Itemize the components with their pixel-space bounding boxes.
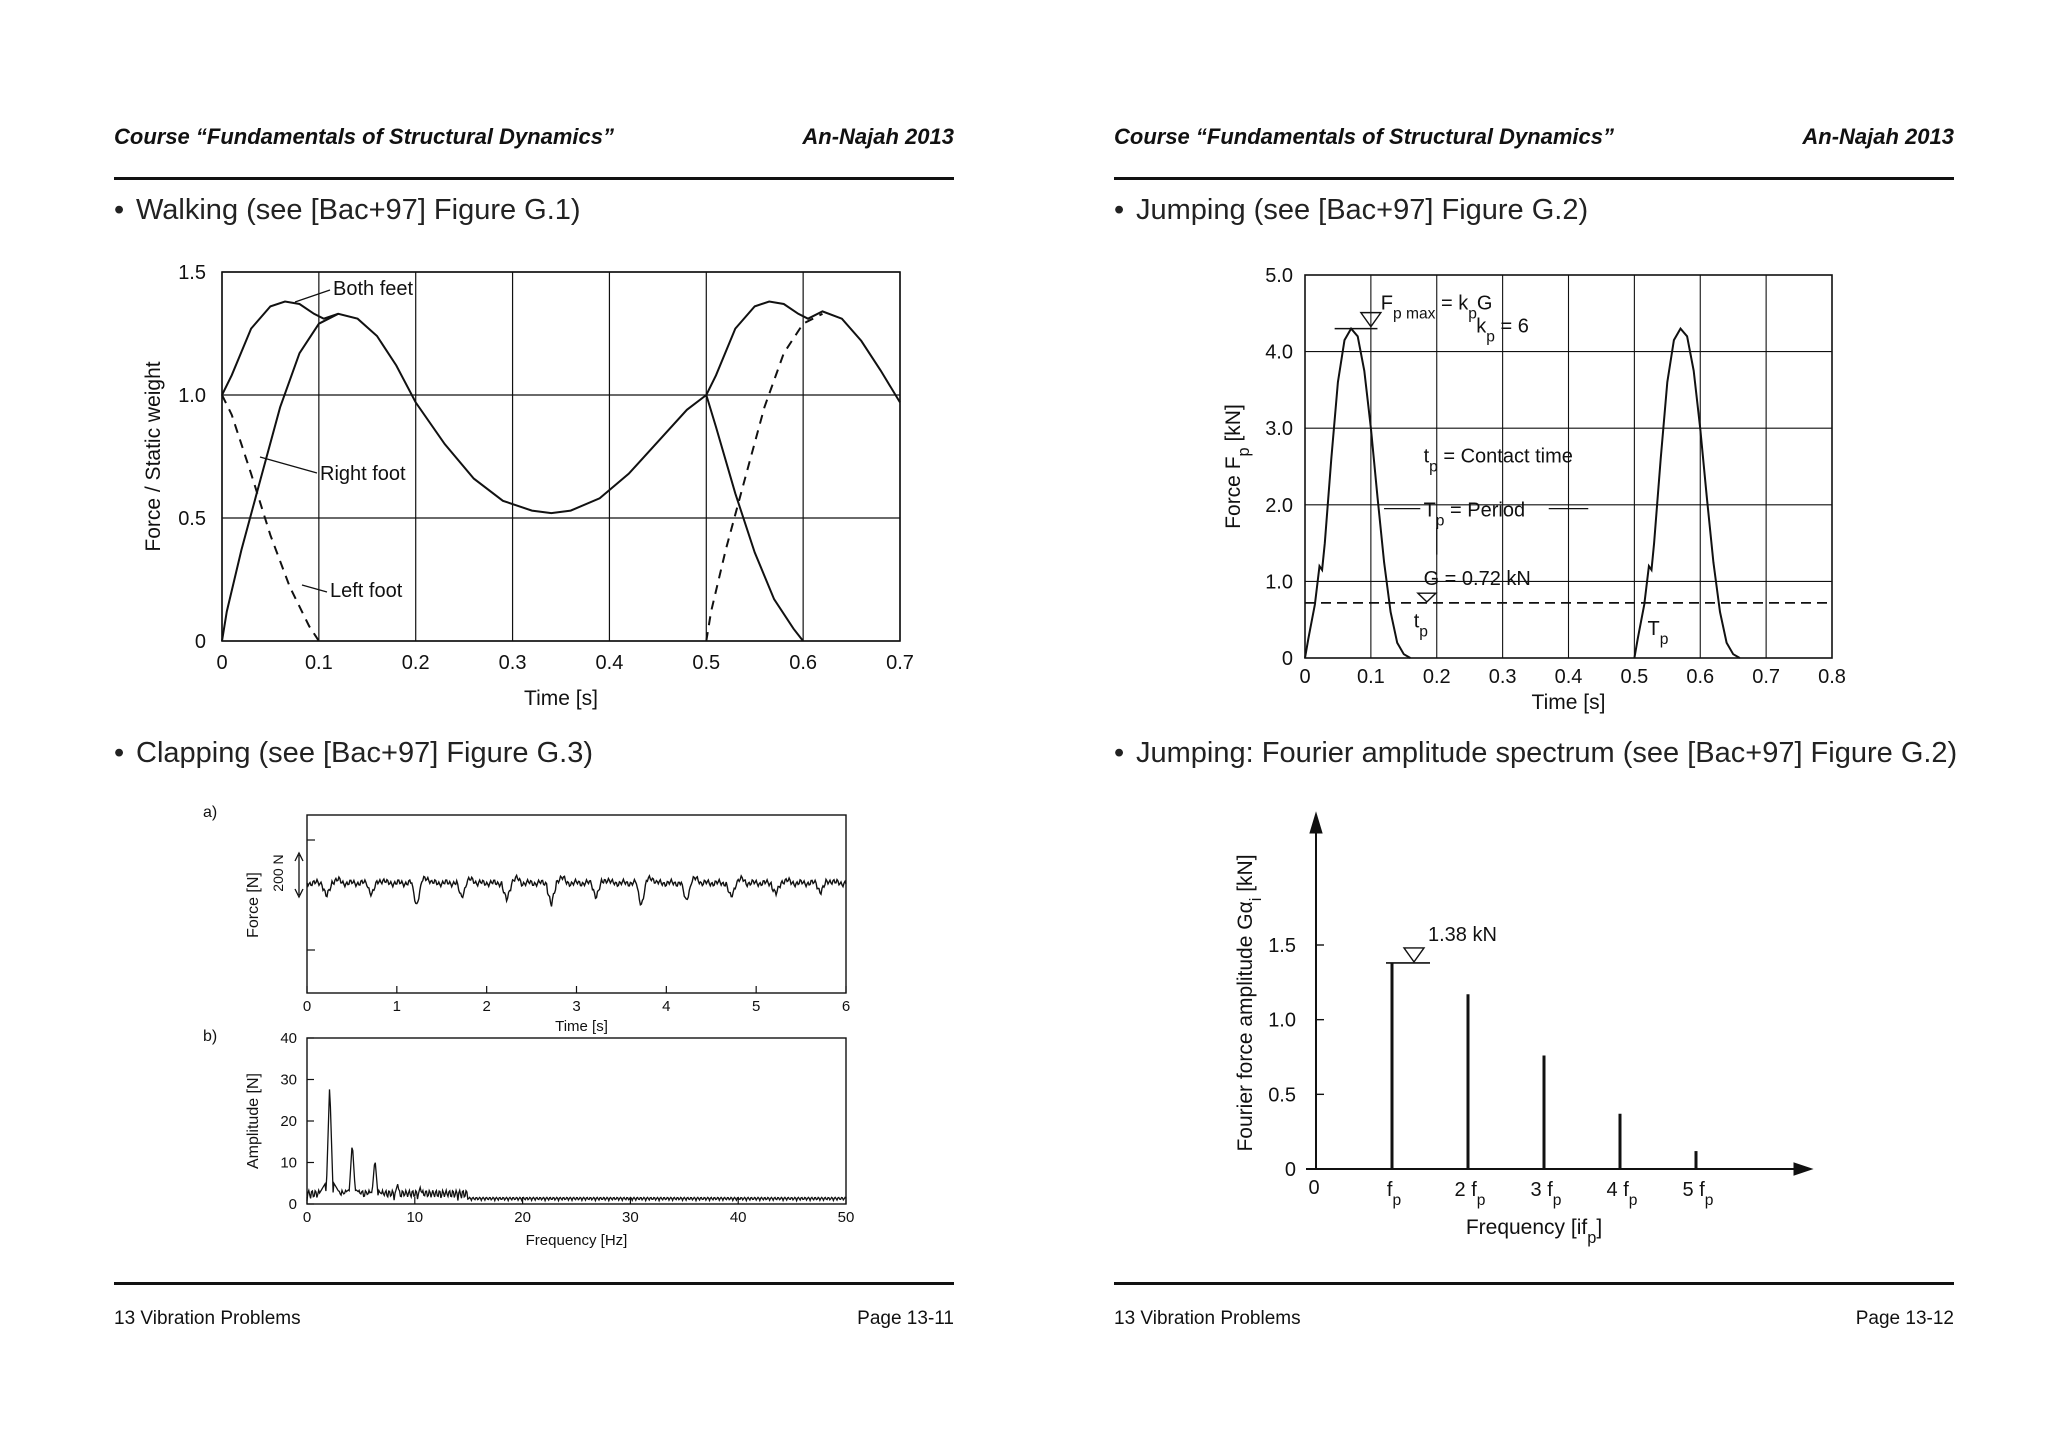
x-tick-label: 0.8 [1818,666,1846,688]
y-tick-label: 10 [280,1154,297,1172]
jumping-bullet-text: Jumping (see [Bac+97] Figure G.2) [1136,194,1589,226]
x-axis-label: Time [s] [555,1018,608,1035]
x-tick-label: 2 $f_p$ [1454,1179,1486,1209]
x-tick-label: 0 [302,1209,312,1226]
x-tick-label: 5 [751,998,761,1015]
x-tick-label: 10 [406,1209,424,1226]
spectrum-trace-line [307,1089,846,1200]
bullet-dot: • [1114,194,1125,226]
annotation-period: $T_p$ = Period [1423,499,1526,529]
x-tick-label: 30 [622,1209,639,1226]
y-tick-label: 0.5 [178,508,206,530]
jumping-chart [1210,255,1880,725]
jumping-bullet [1114,194,1588,227]
y-tick-label: 1.5 [178,262,206,284]
y-tick-label: 0 [1284,1159,1296,1181]
y-axis-label: Force / Static weight [142,361,165,552]
x-tick-label: $f_p$ [1386,1179,1402,1209]
annotation-contact-time: $t_p$ = Contact time [1423,445,1573,476]
x-tick-label: 0.5 [1620,666,1649,688]
annotation-right-foot: Right foot [320,463,406,485]
x-tick-label: 0 [302,998,312,1015]
bullet-dot: • [1114,737,1125,769]
annotation-fpmax: $F_{p max} = k_pG$ [1380,292,1493,322]
x-tick-label: 0 [216,652,228,674]
peak-marker-icon [1404,948,1424,962]
university-year: An-Najah 2013 [802,124,954,149]
x-tick-label: 6 [841,998,851,1015]
y-axis-label: Fourier force amplitude $G\alpha_i$ [kN] [1234,854,1265,1152]
panel-label-a: a) [203,804,218,821]
x-tick-label: 50 [837,1209,855,1226]
page-header [1114,124,1954,156]
x-tick-label: 0.1 [1356,666,1385,688]
leader-line [302,585,327,592]
x-axis-label: Time [s] [524,687,598,710]
y-tick-label: 1.0 [178,385,206,407]
footer-rule [114,1282,954,1285]
x-tick-label: 0 [1299,666,1311,688]
panel-label-b: b) [203,1028,218,1045]
university-year: An-Najah 2013 [1802,124,1954,149]
y-axis-label: Force $F_p$ [kN] [1222,404,1253,529]
x-tick-label: 5 $f_p$ [1682,1179,1714,1209]
annotation-both-feet: Both feet [333,278,414,300]
clapping-bullet-text: Clapping (see [Bac+97] Figure G.3) [136,737,593,769]
y-tick-label: 5.0 [1265,265,1293,287]
course-title: Course “Fundamentals of Structural Dynamics” [114,124,614,149]
scale-label: 200 N [270,854,286,892]
leader-line [295,290,330,302]
y-tick-label: 0 [1281,648,1293,670]
y-tick-label: 4.0 [1265,341,1293,364]
x-tick-label: 0.7 [886,652,914,674]
spectrum-bullet [1114,737,1957,770]
annotation-Tp: $T_p$ [1647,618,1669,648]
plot-frame [307,1038,846,1204]
clapping-bullet [114,737,593,770]
x-tick-label: 0.6 [1686,666,1715,688]
x-tick-label: 20 [514,1209,531,1226]
x-tick-label: 3 $f_p$ [1530,1179,1562,1209]
y-tick-label: 0.5 [1268,1084,1296,1107]
y-tick-label: 2.0 [1265,494,1293,517]
y-tick-label: 1.5 [1268,935,1296,957]
annotation-kp: $k_p = 6$ [1476,315,1529,345]
x-tick-label: 0.1 [304,652,333,674]
y-tick-label: 1.0 [1265,571,1293,594]
x-axis-label: Frequency $[if_p]$ [1465,1216,1603,1247]
walking-bullet-text: Walking (see [Bac+97] Figure G.1) [136,194,581,226]
x-tick-label: 0.3 [1488,666,1517,688]
x-tick-label: 0.5 [692,652,721,674]
annotation-g: G = 0.72 kN [1423,568,1531,591]
y-axis-label: Force [N] [245,872,262,938]
page-number: Page 13-11 [857,1308,954,1329]
x-tick-label: 0.4 [595,652,624,674]
bullet-dot: • [114,737,125,769]
jumping-spectrum-chart [1230,795,1880,1265]
y-axis-label: Amplitude [N] [245,1072,262,1170]
x-tick-label: 0.2 [401,652,430,674]
x-axis-arrow-icon [1794,1163,1812,1175]
x-tick-label: 4 [662,998,671,1015]
bullet-dot: • [114,194,125,226]
x-tick-label: 2 [482,998,491,1015]
y-tick-label: 0 [194,631,206,653]
plot-frame [307,815,846,993]
header-rule [114,177,954,180]
x-axis-label: Time [s] [1531,691,1606,714]
force-pulse-line [1305,329,1410,658]
y-tick-label: 30 [280,1071,297,1089]
annotation-left-foot: Left foot [330,580,403,602]
y-tick-label: 1.0 [1268,1009,1296,1032]
x-tick-label: 0.7 [1752,666,1781,688]
weight-marker-icon [1418,593,1436,602]
y-tick-label: 3.0 [1265,418,1293,441]
x-tick-label: 40 [729,1209,747,1226]
annotation-tp: $t_p$ [1413,610,1428,640]
y-tick-label: 0 [288,1196,297,1213]
chapter-label: 13 Vibration Problems [114,1308,301,1329]
x-tick-label: 4 $f_p$ [1606,1179,1638,1209]
walking-bullet [114,194,581,227]
y-tick-label: 40 [280,1030,297,1047]
annotation-peak-value: 1.38 kN [1428,923,1497,946]
x-tick-label: 0.3 [498,652,527,674]
clapping-chart [190,795,880,1265]
chapter-label: 13 Vibration Problems [1114,1308,1301,1329]
page-number: Page 13-12 [1855,1308,1954,1329]
header-rule [1114,177,1954,180]
force-pulse-line [1634,329,1739,658]
x-tick-label: 0.6 [789,652,818,674]
plot-frame [222,272,900,641]
x-tick-label: 1 [392,998,402,1015]
right-page [1000,0,2024,1448]
walking-chart [130,255,930,725]
x-tick-label: 0.2 [1422,666,1451,688]
spectrum-bullet-text: Jumping: Fourier amplitude spectrum (see [Bac+97] Figure G.2) [1136,737,1958,769]
course-title: Course “Fundamentals of Structural Dynamics” [1114,124,1614,149]
y-tick-label: 20 [280,1113,297,1130]
force-trace-line [307,875,846,906]
x-origin-label: 0 [1308,1177,1320,1199]
x-axis-label: Frequency [Hz] [525,1232,628,1249]
x-tick-label: 0.4 [1554,666,1583,688]
y-axis-arrow-icon [1310,813,1322,833]
page-header [114,124,954,156]
leader-line [260,457,317,473]
footer-rule [1114,1282,1954,1285]
x-tick-label: 3 [572,998,581,1015]
series-left-foot-line [706,314,822,641]
